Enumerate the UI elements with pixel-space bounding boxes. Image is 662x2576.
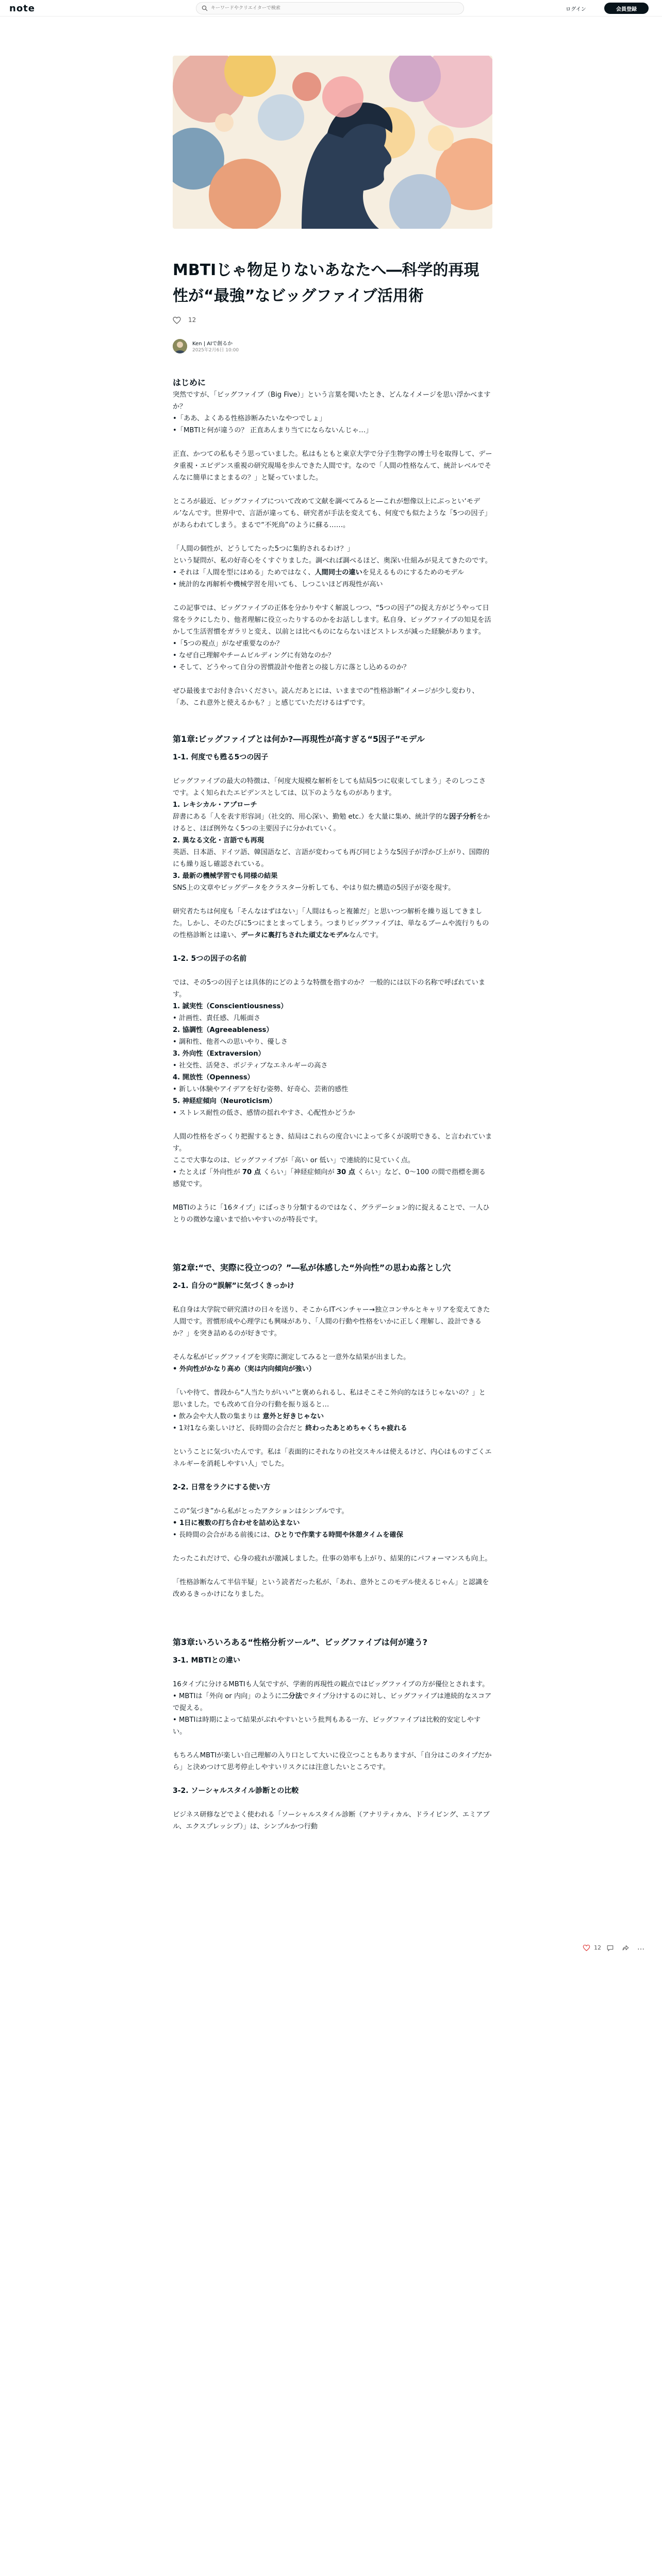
chapter-heading: 第3章:いろいろある“性格分析ツール”、ビッグファイブは何が違う? bbox=[173, 1637, 428, 1647]
section-heading: 1-1. 何度でも甦る5つの因子 bbox=[173, 753, 269, 761]
paragraph: そんな私がビッグファイブを実際に測定してみると一意外な結果が出ました。 bbox=[173, 1353, 410, 1361]
list-item: • それは「人間を型にはめる」ためではなく、人間同士の違いを見えるものにするためのモデル bbox=[173, 569, 464, 577]
paragraph: 研究者たちは何度も「そんなはずはない」「人間はもっと複雑だ」と思いつつ解析を繰り返してきました。しかし、そのたびに5つにまとまってしまう。つまりビッグファイブは、単なるブームや流行りものの性格診断とは違い、データに裏打ちされた頑丈なモデルなんです。 bbox=[173, 908, 489, 939]
list-item: • MBTIは「外向 or 内向」のように二分法でタイプ分けするのに対し、ビッグファイブは連続的なスコアで捉える。 bbox=[173, 1692, 492, 1712]
paragraph: この記事では、ビッグファイブの正体を分かりやすく解説しつつ、“5つの因子”の捉え方がどうやって日常をラクにしたり、他者理解に役立ったりするのかをお話しします。私自身、ビッグファイブの知見を活かして生活習慣をガラリと変え、以前とは比べものにならないほどストレスが減った経験があります。 bbox=[173, 604, 491, 636]
list-item: • たとえば「外向性が 70 点 くらい」「神経症傾向が 30 点 くらい」など、0〜100 の間で指標を測る感覚です。 bbox=[173, 1168, 486, 1188]
avatar[interactable] bbox=[173, 339, 187, 353]
list-item: • 1対1なら楽しいけど、長時間の会合だと 終わったあとめちゃくちゃ疲れる bbox=[173, 1425, 407, 1432]
section-heading: 3-2. ソーシャルスタイル診断との比較 bbox=[173, 1787, 299, 1795]
list-item: • 飲み会や大人数の集まりは 意外と好きじゃない bbox=[173, 1413, 324, 1420]
paragraph: 人間の性格をざっくり把握するとき、結局はこれらの度合いによって多くが説明できる、と言われています。 bbox=[173, 1133, 492, 1153]
paragraph: この“気づき”から私がとったアクションはシンプルです。 bbox=[173, 1507, 349, 1515]
author-block[interactable] bbox=[173, 336, 379, 357]
list-item: • 長時間の会合がある前後には、ひとりで作業する時間や休憩タイムを確保 bbox=[173, 1531, 403, 1539]
paragraph: ということに気づいたんです。私は「表面的にそれなりの社交スキルは使えるけど、内心はものすごくエネルギーを消耗しやすい人」でした。 bbox=[173, 1448, 492, 1468]
search-input[interactable] bbox=[211, 3, 458, 14]
author-name[interactable]: Ken | AIで創るか bbox=[192, 341, 233, 347]
list-item: • 計画性、責任感、几帳面さ bbox=[173, 1014, 261, 1022]
chapter-heading: 第2章:“で、実際に役立つの？”―私が体感した“外向性”の思わぬ落とし穴 bbox=[173, 1263, 451, 1273]
list-item: •「ああ、よくある性格診断みたいなやつでしょ」 bbox=[173, 415, 326, 422]
paragraph: 正直、かつての私もそう思っていました。私はもともと東京大学で分子生物学の博士号を取得して、データ重視・エビデンス重視の研究現場を歩んできた人間です。なので「人間の性格なんて、統計レベルでそんなに簡単にまとまるの？」と疑っていました。 bbox=[173, 450, 492, 482]
list-item: • なぜ自己理解やチームビルディングに有効なのか？ bbox=[173, 652, 335, 659]
paragraph: 16タイプに分けるMBTIも人気ですが、学術的再現性の観点ではビッグファイブの方が優位とされます。 bbox=[173, 1681, 489, 1688]
article-body bbox=[173, 376, 492, 1833]
heart-icon[interactable] bbox=[173, 316, 181, 325]
list-item: • そして、どうやって自分の習慣設計や他者との接し方に落とし込めるのか？ bbox=[173, 664, 410, 671]
paragraph: 英語、日本語、ドイツ語、韓国語など、言語が変わっても再び同じような5因子が浮かび上がり、国際的にも繰り返し確認されている。 bbox=[173, 849, 490, 868]
article-actions bbox=[583, 1943, 662, 1954]
list-item: •「MBTIと何が違うの？ 正直あんまり当てにならないんじゃ…」 bbox=[173, 427, 373, 434]
list-item: 1. 誠実性（Conscientiousness） bbox=[173, 1003, 288, 1010]
paragraph: 「性格診断なんて半信半疑」という読者だった私が、「あれ、意外とこのモデル使えるじゃん」と認識を改めるきっかけになりました。 bbox=[173, 1579, 489, 1598]
paragraph: 辞書にある「人を表す形容詞」（社交的、用心深い、勤勉 etc.）を大量に集め、統計学的な因子分析をかけると、ほぼ例外なく5つの主要因子に分かれていく。 bbox=[173, 813, 490, 833]
signup-button[interactable]: 会員登録 bbox=[604, 3, 649, 14]
article-title: MBTIじゃ物足りないあなたへ―科学的再現性が“最強”なビッグファイブ活用術 bbox=[173, 261, 479, 305]
paragraph: ぜひ最後までお付き合いください。読んだあとには、いままでの“性格診断”イメージが少し変わり、「あ、これ意外と使えるかも？」と感じていただけるはずです。 bbox=[173, 687, 479, 707]
list-item: 2. 異なる文化・言語でも再現 bbox=[173, 837, 264, 844]
more-options-icon[interactable]: … bbox=[637, 1943, 644, 1952]
search-icon bbox=[202, 5, 208, 11]
paragraph: では、その5つの因子とは具体的にどのような特徴を指すのか？ 一般的には以下の名称で呼ばれています。 bbox=[173, 979, 486, 998]
comment-icon[interactable] bbox=[606, 1944, 614, 1952]
paragraph: MBTIのように「16タイプ」にばっさり分類するのではなく、グラデーション的に捉えることで、一人ひとりの微妙な違いまで拾いやすいのが特長です。 bbox=[173, 1204, 490, 1224]
like-count: 12 bbox=[188, 316, 196, 324]
site-header bbox=[0, 0, 662, 16]
publish-date: 2025年2月6日 10:00 bbox=[192, 348, 239, 353]
list-item: • 新しい体験やアイデアを好む姿勢、好奇心、芸術的感性 bbox=[173, 1086, 349, 1093]
list-item: 3. 最新の機械学習でも同様の結果 bbox=[173, 872, 278, 880]
like-heart-icon[interactable] bbox=[583, 1944, 590, 1952]
paragraph: もちろんMBTIが楽しい自己理解の入り口として大いに役立つこともありますが、「自分はこのタイプだから」と決めつけて思考停止しやすいリスクには注意したいところです。 bbox=[173, 1752, 492, 1771]
paragraph: ビジネス研修などでよく使われる「ソーシャルスタイル診断（アナリティカル、ドライビング、エミアブル、エクスプレッシブ）」は、シンプルかつ行動 bbox=[173, 1811, 490, 1831]
list-item: • 社交性、活発さ、ポジティブなエネルギーの高さ bbox=[173, 1062, 328, 1070]
list-item: •「5つの視点」がなぜ重要なのか？ bbox=[173, 640, 283, 648]
list-item: 3. 外向性（Extraversion） bbox=[173, 1050, 265, 1058]
login-button[interactable]: ログイン bbox=[561, 3, 591, 13]
paragraph: 突然ですが、「ビッグファイブ（Big Five）」という言葉を聞いたとき、どんなイメージを思い浮かべますか？ bbox=[173, 391, 491, 411]
list-item: • ストレス耐性の低さ、感情の揺れやすさ、心配性かどうか bbox=[173, 1109, 355, 1117]
note-logo[interactable]: note bbox=[9, 3, 35, 14]
avatar-image bbox=[173, 339, 187, 353]
paragraph: 「いや待て、普段から“人当たりがいい”と褒められるし、私はそこそこ外向的なほうじゃないの？」と思いました。でも改めて自分の行動を振り返ると… bbox=[173, 1389, 486, 1409]
list-item: 2. 協調性（Agreeableness） bbox=[173, 1026, 273, 1034]
section-heading: 2-1. 自分の“誤解”に気づくきっかけ bbox=[173, 1282, 294, 1290]
section-heading: 1-2. 5つの因子の名前 bbox=[173, 955, 247, 963]
share-icon[interactable] bbox=[622, 1944, 630, 1952]
list-item: • 調和性、他者への思いやり、優しさ bbox=[173, 1038, 288, 1046]
list-item: 1. レキシカル・アプローチ bbox=[173, 801, 257, 809]
search-box[interactable] bbox=[196, 2, 464, 14]
paragraph: ここで大事なのは、ビッグファイブが「高い or 低い」で連続的に見ていく点。 bbox=[173, 1157, 415, 1164]
paragraph: という疑問が、私の好奇心をくすぐりました。調べれば調べるほど、奥深い仕組みが見えてきたのです。 bbox=[173, 557, 492, 565]
paragraph: SNS上の文章やビッグデータをクラスター分析しても、やはり似た構造の5因子が姿を現す。 bbox=[173, 884, 455, 892]
paragraph: ビッグファイブの最大の特徴は、「何度大規模な解析をしても結局5つに収束してしまう」そのしつこさです。よく知られたエピデンスとしては、以下のようなものがあります。 bbox=[173, 777, 486, 797]
list-item: 5. 神経症傾向（Neuroticism） bbox=[173, 1097, 276, 1105]
intro-heading: はじめに bbox=[173, 378, 206, 387]
section-heading: 2-2. 日常をラクにする使い方 bbox=[173, 1483, 271, 1492]
like-count: 12 bbox=[594, 1944, 601, 1951]
list-item: • 外向性がかなり高め（実は内向傾向が強い） bbox=[173, 1365, 316, 1373]
section-heading: 3-1. MBTIとの違い bbox=[173, 1656, 240, 1665]
chapter-heading: 第1章:ビッグファイブとは何か?―再現性が高すぎる“5因子”モデル bbox=[173, 734, 425, 744]
hero-illustration bbox=[173, 56, 492, 229]
paragraph: たったこれだけで、心身の疲れが激減しました。仕事の効率も上がり、結果的にパフォーマンスも向上。 bbox=[173, 1555, 492, 1563]
paragraph: ところが最近、ビッグファイブについて改めて文献を調べてみると―これが想像以上にぶっとい‘モデル’なんです。世界中で、言語が違っても、研究者が手法を変えても、何度でも似たような「5つの因子」があらわれてしまう。まるで“不死鳥”のように蘇る……。 bbox=[173, 498, 491, 529]
list-item: • 1日に複数の打ち合わせを詰め込まない bbox=[173, 1519, 300, 1527]
list-item: • 統計的な再解析や機械学習を用いても、しつこいほど再現性が高い bbox=[173, 581, 383, 588]
paragraph: 私自身は大学院で研究漬けの日々を送り、そこからITベンチャー→独立コンサルとキャリアを変えてきた人間です。習慣形成や心理学にも興味があり、「人間の行動や性格をいかに正しく理解し、設計できるか？」を突き詰めるのが好きです。 bbox=[173, 1306, 490, 1337]
list-item: • MBTIは時期によって結果がぶれやすいという批判もある一方、ビッグファイブは比較的安定しやすい。 bbox=[173, 1716, 481, 1736]
list-item: 4. 開放性（Openness） bbox=[173, 1074, 254, 1081]
paragraph: 「人間の個性が、どうしてたった5つに集約されるわけ？」 bbox=[173, 545, 354, 553]
